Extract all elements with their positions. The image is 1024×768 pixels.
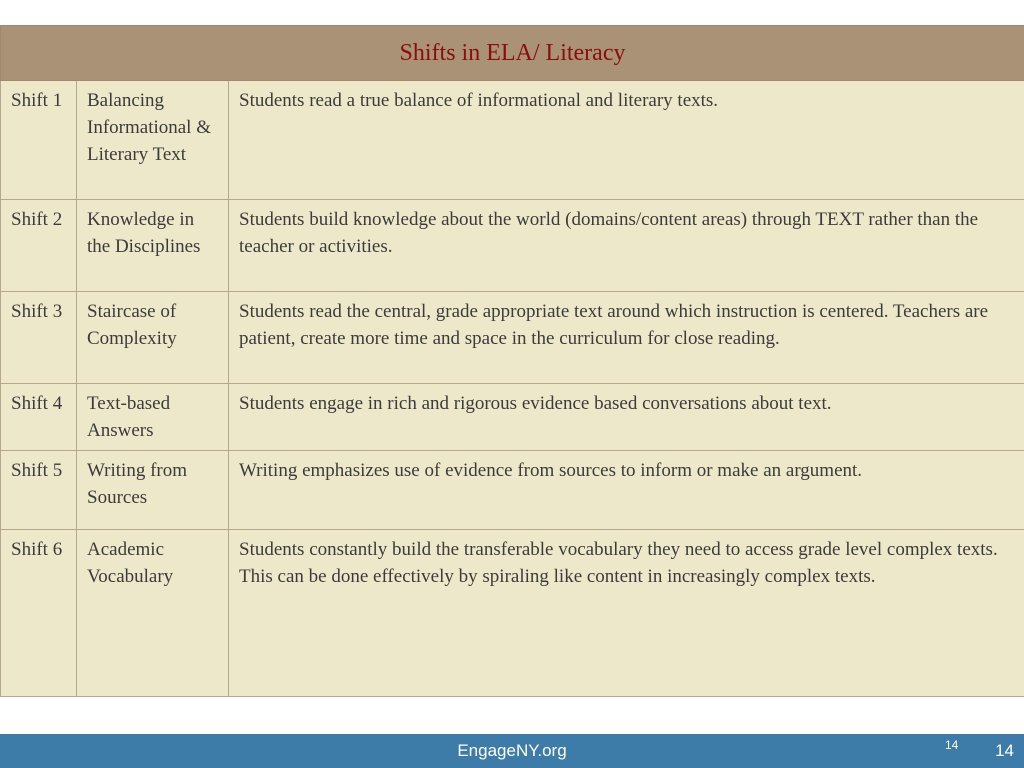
- footer-site-name: EngageNY.org: [457, 741, 567, 760]
- shift-label: Shift 1: [1, 81, 77, 200]
- shift-description: Students engage in rich and rigorous evidence based conversations about text.: [229, 384, 1024, 451]
- table-row: [1, 81, 1024, 200]
- shift-description: Students read the central, grade appropriate text around which instruction is centered. Teachers are patient, create more time and space in the curriculum for close reading.: [229, 292, 1024, 384]
- table-title: Shifts in ELA/ Literacy: [1, 26, 1024, 81]
- table-row: [1, 292, 1024, 384]
- footer-page-number: 14: [995, 741, 1014, 760]
- table-row: [1, 451, 1024, 530]
- table-row: [1, 530, 1024, 697]
- shift-name: Writing from Sources: [77, 451, 229, 530]
- shift-label: Shift 4: [1, 384, 77, 451]
- footer-small-page-number: 14: [945, 738, 959, 752]
- shift-label: Shift 2: [1, 200, 77, 292]
- shift-description: Students build knowledge about the world (domains/content areas) through TEXT rather than the teacher or activities.: [229, 200, 1024, 292]
- shift-description: Writing emphasizes use of evidence from sources to inform or make an argument.: [229, 451, 1024, 530]
- shift-name: Text-based Answers: [77, 384, 229, 451]
- shift-name: Balancing Informational & Literary Text: [77, 81, 229, 200]
- table-header-row: [1, 26, 1024, 81]
- shift-name: Knowledge in the Disciplines: [77, 200, 229, 292]
- shift-label: Shift 5: [1, 451, 77, 530]
- shift-name: Academic Vocabulary: [77, 530, 229, 697]
- shift-label: Shift 6: [1, 530, 77, 697]
- table-row: [1, 384, 1024, 451]
- shifts-table: [0, 25, 1024, 697]
- shift-description: Students constantly build the transferable vocabulary they need to access grade level complex texts. This can be done effectively by spiraling like content in increasingly complex texts.: [229, 530, 1024, 697]
- shift-name: Staircase of Complexity: [77, 292, 229, 384]
- table-row: [1, 200, 1024, 292]
- shift-description: Students read a true balance of informational and literary texts.: [229, 81, 1024, 200]
- shift-label: Shift 3: [1, 292, 77, 384]
- footer-bar: [0, 734, 1024, 768]
